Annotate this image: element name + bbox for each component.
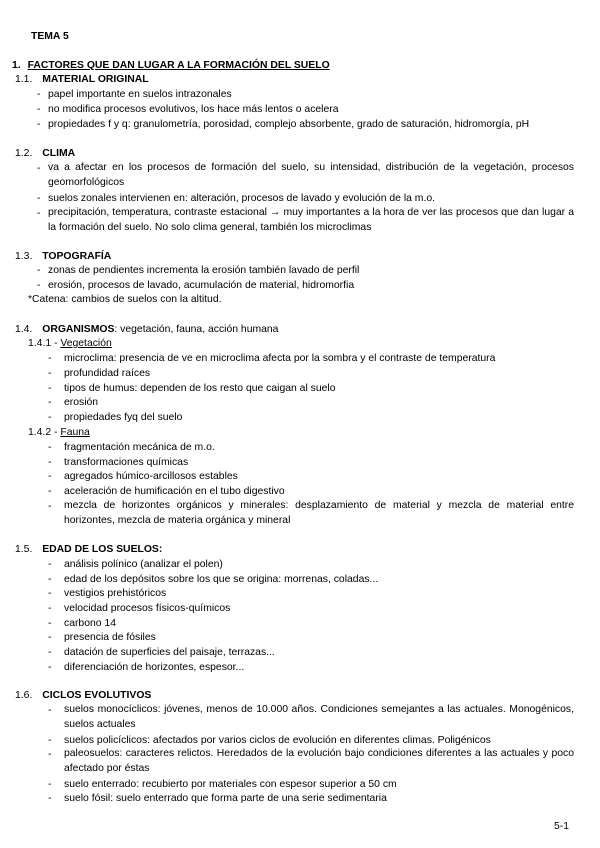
subsection-subtitle: : vegetación, fauna, acción humana (114, 324, 279, 335)
bullet-dash: - (48, 559, 52, 570)
bullet-dash: - (48, 442, 52, 453)
subsection-title: EDAD DE LOS SUELOS: (42, 544, 163, 555)
section-title: FACTORES QUE DAN LUGAR A LA FORMACIÓN DEL SUELO (27, 60, 330, 71)
list-item: profundidad raíces (64, 368, 151, 379)
subsection-heading-1-1 (15, 73, 149, 86)
bullet-dash: - (37, 193, 41, 204)
list-item: vestigios prehistóricos (64, 588, 167, 599)
list-item: edad de los depósitos sobre los que se origina: morrenas, coladas... (64, 574, 379, 585)
bullet-dash: - (48, 397, 52, 408)
subsection-heading-1-3 (15, 250, 111, 263)
bullet-dash: - (37, 280, 41, 291)
bullet-dash: - (48, 705, 52, 716)
subsection-heading-1-2 (15, 147, 75, 160)
list-item: precipitación, temperatura, contraste estacional → muy importantes a la hora de ver las procesos que dan lugar a la formación del suelo. No solo clima general, también los microclimas (48, 207, 574, 233)
list-item: propiedades fyq del suelo (64, 412, 183, 423)
catena-note: *Catena: cambios de suelos con la altitud. (28, 294, 222, 305)
list-item: agregados húmico-arcillosos estables (64, 471, 238, 482)
sub-subsection-heading-fauna (28, 426, 90, 439)
list-item: paleosuelos: caracteres relictos. Heredados de la evolución bajo condiciones diferentes a las actuales y poco afectado por éstas (64, 748, 574, 774)
list-item: suelo fósil: suelo enterrado que forma parte de una serie sedimentaria (64, 793, 387, 804)
list-item: papel importante en suelos intrazonales (48, 89, 232, 100)
list-item: suelos zonales intervienen en: alteración, procesos de lavado y evolución de la m.o. (48, 193, 435, 204)
bullet-dash: - (48, 353, 52, 364)
list-item: análisis polínico (analizar el polen) (64, 559, 223, 570)
bullet-dash: - (37, 208, 41, 219)
subsection-number: 1.2. (15, 148, 33, 159)
list-item: erosión (64, 397, 99, 408)
subsection-title: CICLOS EVOLUTIVOS (42, 690, 152, 701)
bullet-dash: - (37, 265, 41, 276)
sub-subsection-number: 1.4.2 - (28, 427, 61, 438)
bullet-dash: - (48, 603, 52, 614)
bullet-dash: - (48, 383, 52, 394)
list-item: mezcla de horizontes orgánicos y minerales: desplazamiento de material y mezcla de material entre horizontes, mezcla de materia orgánica y mineral (64, 500, 574, 526)
list-item: propiedades f y q: granulometría, porosidad, complejo absorbente, grado de saturación, hidromorgía, pH (48, 119, 530, 130)
page-number: 5-1 (554, 821, 570, 832)
section-heading (12, 59, 330, 72)
list-item: va a afectar en los procesos de formación del suelo, su intensidad, distribución de la vegetación, procesos geomorfológicos (48, 162, 574, 188)
bullet-dash: - (37, 119, 41, 130)
subsection-number: 1.4. (15, 324, 33, 335)
section-number: 1. (12, 60, 21, 71)
list-item: suelos policíclicos: afectados por varios ciclos de evolución en diferentes climas. Poligénicos (64, 735, 491, 746)
sub-subsection-title: Vegetación (60, 338, 112, 349)
list-item: erosión, procesos de lavado, acumulación de material, hidromorfia (48, 280, 355, 291)
subsection-title: CLIMA (42, 148, 76, 159)
bullet-dash: - (48, 412, 52, 423)
list-item: no modifica procesos evolutivos, los hace más lentos o acelera (48, 104, 339, 115)
subsection-title: ORGANISMOS (42, 324, 115, 335)
bullet-dash: - (48, 735, 52, 746)
subsection-number: 1.1. (15, 74, 33, 85)
bullet-dash: - (48, 486, 52, 497)
subsection-number: 1.6. (15, 690, 33, 701)
bullet-dash: - (48, 647, 52, 658)
subsection-heading-1-6 (15, 689, 151, 702)
list-item: carbono 14 (64, 618, 116, 629)
list-item: velocidad procesos físicos-químicos (64, 603, 231, 614)
list-item: aceleración de humificación en el tubo digestivo (64, 486, 285, 497)
sub-subsection-heading-vegetacion (28, 337, 112, 350)
bullet-dash: - (48, 368, 52, 379)
bullet-dash: - (37, 163, 41, 174)
bullet-dash: - (48, 457, 52, 468)
list-item: suelo enterrado: recubierto por materiales con espesor superior a 50 cm (64, 779, 397, 790)
list-item: microclima: presencia de ve en microclima afecta por la sombra y el contraste de temperatura (64, 353, 496, 364)
sub-subsection-number: 1.4.1 - (28, 338, 61, 349)
list-item: presencia de fósiles (64, 632, 156, 643)
bullet-dash: - (48, 749, 52, 760)
subsection-heading-1-4 (15, 323, 278, 336)
bullet-dash: - (48, 471, 52, 482)
list-item: tipos de humus: dependen de los resto que caigan al suelo (64, 383, 336, 394)
tema-label: TEMA 5 (31, 31, 69, 42)
bullet-dash: - (37, 104, 41, 115)
list-item: fragmentación mecánica de m.o. (64, 442, 215, 453)
list-item: zonas de pendientes incrementa la erosión también lavado de perfil (48, 265, 360, 276)
subsection-heading-1-5 (15, 543, 162, 556)
subsection-title: TOPOGRAFÍA (42, 251, 112, 262)
subsection-title: MATERIAL ORIGINAL (42, 74, 149, 85)
bullet-dash: - (48, 501, 52, 512)
list-item: diferenciación de horizontes, espesor... (64, 662, 245, 673)
subsection-number: 1.3. (15, 251, 33, 262)
bullet-dash: - (37, 89, 41, 100)
subsection-number: 1.5. (15, 544, 33, 555)
list-item: transformaciones químicas (64, 457, 189, 468)
bullet-dash: - (48, 793, 52, 804)
sub-subsection-title: Fauna (60, 427, 90, 438)
bullet-dash: - (48, 662, 52, 673)
bullet-dash: - (48, 632, 52, 643)
list-item: suelos monocíclicos: jóvenes, menos de 10.000 años. Condiciones semejantes a las actuales. Monogénicos, suelos actuales (64, 704, 574, 730)
bullet-dash: - (48, 574, 52, 585)
bullet-dash: - (48, 588, 52, 599)
list-item: datación de superficies del paisaje, terrazas... (64, 647, 275, 658)
bullet-dash: - (48, 618, 52, 629)
bullet-dash: - (48, 779, 52, 790)
